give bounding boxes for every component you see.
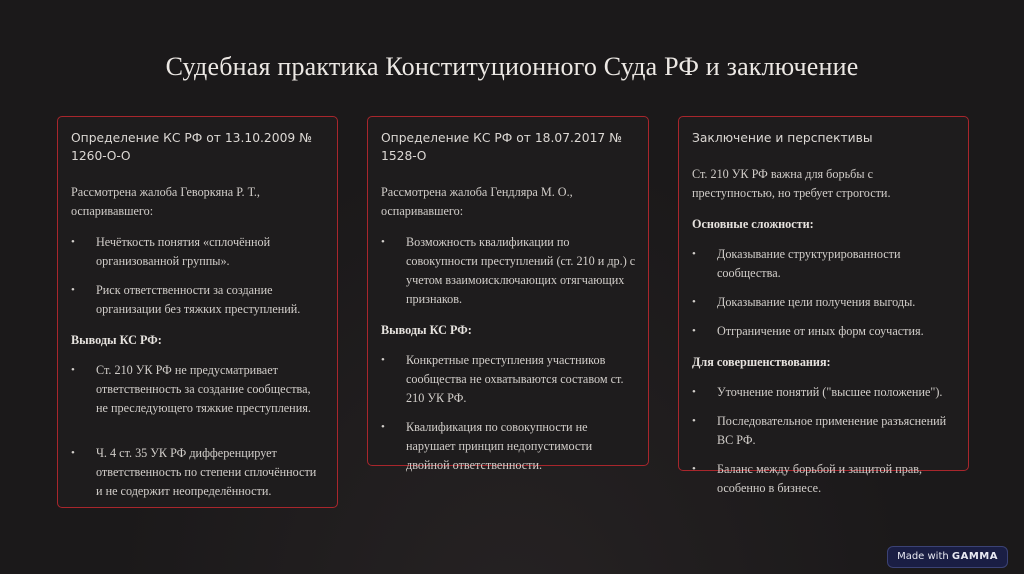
list-item: • Баланс между борьбой и защитой прав, особенно в бизнесе. xyxy=(692,462,923,495)
list-item: • Доказывание цели получения выгоды. xyxy=(692,293,956,312)
bullet-icon: • xyxy=(381,421,385,433)
list-item: • Доказывание структурированности сообщества. xyxy=(692,247,901,280)
list-item: • Нечёткость понятия «сплочённой организованной группы». xyxy=(71,235,271,268)
conclusions-heading: Выводы КС РФ: xyxy=(71,333,162,347)
bullet-icon: • xyxy=(71,284,75,296)
card-intro: Рассмотрена жалоба Гендляра М. О., оспаривавшего: xyxy=(381,185,573,218)
complaint-list xyxy=(71,233,325,319)
card-title: Заключение и перспективы xyxy=(692,131,873,145)
conclusions-list xyxy=(71,361,325,501)
bullet-icon: • xyxy=(381,354,385,366)
page-title: Судебная практика Конституционного Суда РФ и заключение xyxy=(165,52,859,81)
complaint-list xyxy=(381,233,636,309)
badge-prefix: Made with xyxy=(897,551,949,562)
list-item: • Отграничение от иных форм соучастия. xyxy=(692,322,956,341)
difficulties-list xyxy=(692,245,956,341)
card-intro: Ст. 210 УК РФ важна для борьбы с преступностью, но требует строгости. xyxy=(692,167,891,200)
card-title: Определение КС РФ от 13.10.2009 № 1260-О-О xyxy=(71,131,312,163)
bullet-icon: • xyxy=(71,364,75,376)
gamma-logo: GAMMA xyxy=(951,551,998,562)
bullet-icon: • xyxy=(692,415,696,427)
bullet-icon: • xyxy=(71,447,75,459)
conclusions-list xyxy=(381,351,636,475)
card-intro: Рассмотрена жалоба Геворкяна Р. Т., оспаривавшего: xyxy=(71,185,260,218)
card-conclusion xyxy=(678,116,969,495)
bullet-icon: • xyxy=(692,296,696,308)
bullet-icon: • xyxy=(692,325,696,337)
list-item: • Конкретные преступления участников сообщества не охватываются составом ст. 210 УК РФ. xyxy=(381,353,624,405)
list-item: • Последовательное применение разъяснений ВС РФ. xyxy=(692,414,947,447)
card-ruling-2017 xyxy=(367,116,649,472)
bullet-icon: • xyxy=(71,236,75,248)
list-item: • Квалификация по совокупности не нарушает принцип недопустимости двойной ответственности. xyxy=(381,420,593,472)
improvements-heading: Для совершенствования: xyxy=(692,355,831,369)
bullet-icon: • xyxy=(381,236,385,248)
bullet-icon: • xyxy=(692,463,696,475)
list-item: • Возможность квалификации по совокупности преступлений (ст. 210 и др.) с учетом взаимоисключающих отягчающих признаков. xyxy=(381,235,636,306)
card-ruling-2009 xyxy=(57,116,338,508)
card-title: Определение КС РФ от 18.07.2017 № 1528-О xyxy=(381,131,622,163)
list-item: • Риск ответственности за создание организации без тяжких преступлений. xyxy=(71,283,301,316)
conclusions-heading: Выводы КС РФ: xyxy=(381,323,472,337)
made-with-gamma-badge[interactable] xyxy=(887,546,1008,568)
difficulties-heading: Основные сложности: xyxy=(692,217,814,231)
list-item: • Ч. 4 ст. 35 УК РФ дифференцирует ответственность по степени сплочённости и не содержит неопределённости. xyxy=(71,446,317,498)
improvements-list xyxy=(692,383,956,498)
list-item: • Ст. 210 УК РФ не предусматривает ответственность за создание сообщества, не преследующего тяжкие преступления. xyxy=(71,363,311,415)
bullet-icon: • xyxy=(692,386,696,398)
list-item: • Уточнение понятий ("высшее положение"). xyxy=(692,383,956,402)
bullet-icon: • xyxy=(692,248,696,260)
